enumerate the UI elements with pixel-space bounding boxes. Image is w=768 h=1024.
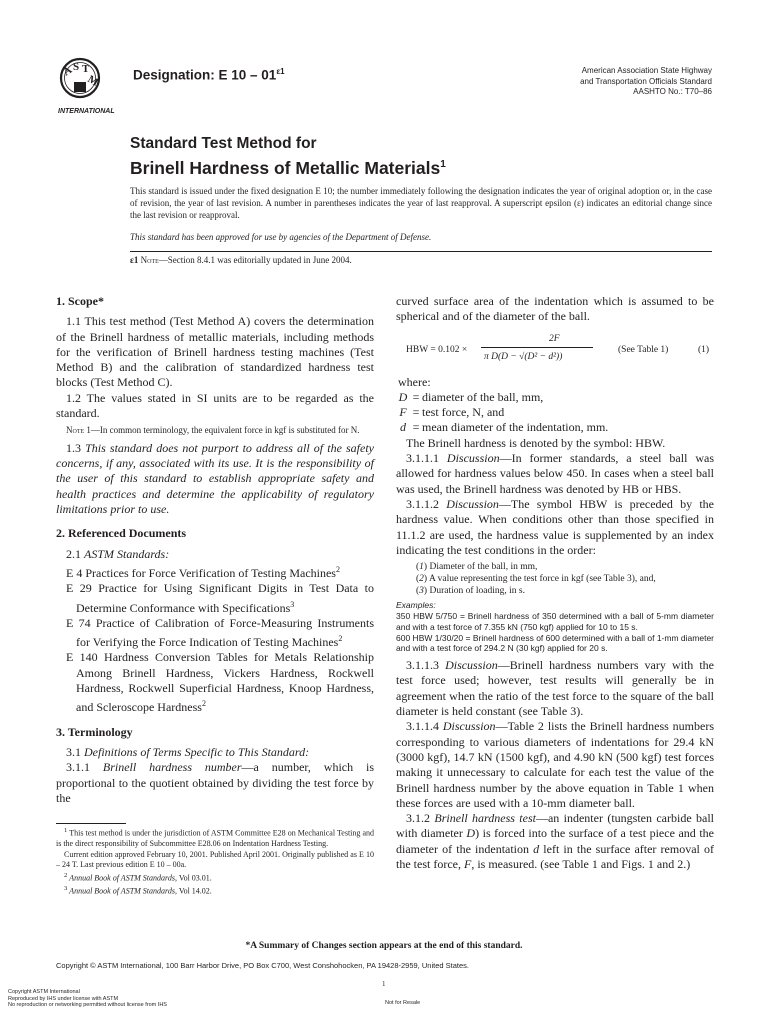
discussion-3-1-1-4: 3.1.1.4 Discussion—Table 2 lists the Brinell hardness numbers corresponding to various diameters of indentations for 29.4 kN (3000 kgf), 14.7 kN (1500 kgf), and 4.90 kN (500 kgf) test forces making it unnecessary to calculate for each test the value of the Brinell hardness number by the above equation in Table 1 when these forces are used with a 10-mm diameter ball. (396, 719, 715, 810)
license-stamp: Copyright ASTM International Reproduced by IHS under license with ASTM No reproduction or networking permitted without license from IHS (8, 989, 167, 1008)
example-2: 600 HBW 1/30/20 = Brinell hardness of 600 determined with a ball of 1-mm diameter and with a test force of 294.2 N (30 kgf) applied for 20 s. (396, 632, 714, 654)
scope-1-2: 1.2 The values stated in SI units are to be regarded as the standard. (56, 390, 374, 421)
example-1: 350 HBW 5/750 = Brinell hardness of 350 determined with a ball of 5-mm diameter and with a test force of 7.355 kN (750 kgf) applied for 10 to 15 s. (396, 610, 714, 632)
page-number: 1 (382, 980, 386, 988)
refdocs-2-1: 2.1 ASTM Standards: (66, 546, 170, 561)
aashto-block: American Association State Highway and Transportation Officials Standard AASHTO No.: T70–86 (580, 66, 712, 96)
examples-label: Examples: (396, 600, 436, 611)
issued-statement: This standard is issued under the fixed designation E 10; the number immediately following the designation indicates the year of original adoption or, in the case of revision, the year of last revision. A number in parentheses indicates the year of last reapproval. A superscript epsilon (ε) indicates an editorial change since the last revision or reapproval. (130, 186, 712, 220)
right-column (396, 294, 714, 872)
scope-note-1: Note 1—In common terminology, the equivalent force in kgf is substituted for N. (66, 425, 360, 436)
terminology-3-1: 3.1 Definitions of Terms Specific to This Standard: (66, 744, 310, 759)
refdocs-heading: 2. Referenced Documents (56, 526, 187, 541)
svg-text:M: M (85, 73, 101, 89)
discussion-3-1-1-1: 3.1.1.1 Discussion—In former standards, a steel ball was allowed for hardness values below 450. In cases when a steel ball was used, the Brinell hardness was denoted by HB or HBS. (396, 451, 714, 496)
svg-text:S: S (73, 61, 80, 73)
logo-text: INTERNATIONAL (58, 108, 115, 115)
refdoc-item: E 29 Practice for Using Significant Digits in Test Data to Determine Conformance with Specifications$^3$ (66, 581, 374, 615)
refdoc-item: E 4 Practices for Force Verification of Testing Machines$^2$ (66, 564, 340, 580)
refdoc-item: E 74 Practice of Calibration of Force-Measuring Instruments for Verifying the Force Indication of Testing Machines$^2$ (66, 615, 374, 650)
document-title: Standard Test Method for Brinell Hardness of Metallic Materials$^1$ (130, 135, 446, 178)
svg-text:A: A (60, 64, 75, 79)
conditions-list: (1) Diameter of the ball, in mm, (2) A value representing the test force in kgf (see Table 3), and, (3) Duration of loading, in s. (416, 562, 656, 597)
discussion-3-1-1-3: 3.1.1.3 Discussion—Brinell hardness numbers vary with the test force used; however, test results will generally be in agreement when the ratio of the test force to the square of the ball diameter is held constant (see Table 3). (396, 658, 714, 719)
left-column (56, 294, 374, 806)
header-divider (130, 251, 712, 252)
scope-1-1: 1.1 This test method (Test Method A) covers the determination of the Brinell hardness of metallic materials, including methods for the verification of Brinell hardness testing machines (Test Method B) and the calibration of standardized hardness test blocks (Test Method C). (56, 314, 374, 390)
terminology-3-1-1: 3.1.1 Brinell hardness number—a number, which is proportional to the quotient obtained by dividing the test force by the (56, 760, 374, 805)
where-label: where: (398, 374, 431, 389)
terminology-continuation: curved surface area of the indentation which is assumed to be spherical and of the diameter of the ball. (396, 294, 714, 324)
dod-approval: This standard has been approved for use by agencies of the Department of Defense. (130, 232, 432, 242)
brinell-formula: HBW = 0.102 × 2F π D(D − √(D² − d²)) (See Table 1) (1) (406, 333, 710, 362)
astm-logo (56, 56, 122, 116)
where-def: d = mean diameter of the indentation, mm. (400, 420, 609, 435)
summary-note: *A Summary of Changes section appears at the end of this standard. (245, 941, 523, 951)
resale-note: Not for Resale (385, 1000, 421, 1006)
scope-1-3: 1.3 This standard does not purport to address all of the safety concerns, if any, associated with its use. It is the responsibility of the user of this standard to establish appropriate safety and health practices and determine the applicability of regulatory limitations prior to use. (56, 440, 374, 517)
where-def: F = test force, N, and (399, 405, 505, 420)
footnote-divider (56, 823, 126, 824)
copyright: Copyright © ASTM International, 100 Barr Harbor Drive, PO Box C700, West Conshohocken, PA 19428-2959, United States. (56, 961, 469, 970)
svg-text:T: T (82, 63, 90, 75)
terminology-heading: 3. Terminology (56, 724, 133, 739)
designation: Designation: E $10 - 01^{\varepsilon 1}$ (133, 67, 285, 83)
scope-heading: 1. Scope* (56, 294, 104, 308)
where-def: D = diameter of the ball, mm, (398, 389, 544, 404)
brinell-hardness-test-3-1-2: 3.1.2 Brinell hardness test—an indenter (tungsten carbide ball with diameter D) is forced into the surface of a test piece and the diameter of the indentation d left in the surface after removal of the test force, F, is measured. (see Table 1 and Figs. 1 and 2.) (396, 811, 715, 871)
footnotes: $^1$ This test method is under the jurisdiction of ASTM Committee E28 on Mechanical Testing and is the direct responsibility of Subcommittee E28.06 on Indentation Hardness Testing. Current edition approved February 10, 2001. Published April 2001. Originally published as E 10 – 24 T. Last previous edition E 10 – 00a. $^2$ Annual Book of ASTM Standards, Vol 03.01. $^3$ Annual Book of ASTM Standards, Vol 14.02. (56, 827, 374, 896)
symbol-sentence: The Brinell hardness is denoted by the symbol: HBW. (406, 435, 666, 450)
editorial-note: ε1 Note—Section 8.4.1 was editorially updated in June 2004. (130, 255, 352, 265)
discussion-3-1-1-2: 3.1.1.2 Discussion—The symbol HBW is preceded by the hardness value. When conditions other than those specified in 11.1.2 are used, the hardness value is supplemented by an index indicating the test conditions in the order: (396, 496, 714, 557)
refdoc-item: E 140 Hardness Conversion Tables for Metals Relationship Among Brinell Hardness, Vickers Hardness, Rockwell Hardness, Rockwell Superficial Hardness, Knoop Hardness, and Scleroscope Hardness$^2$ (66, 650, 374, 715)
